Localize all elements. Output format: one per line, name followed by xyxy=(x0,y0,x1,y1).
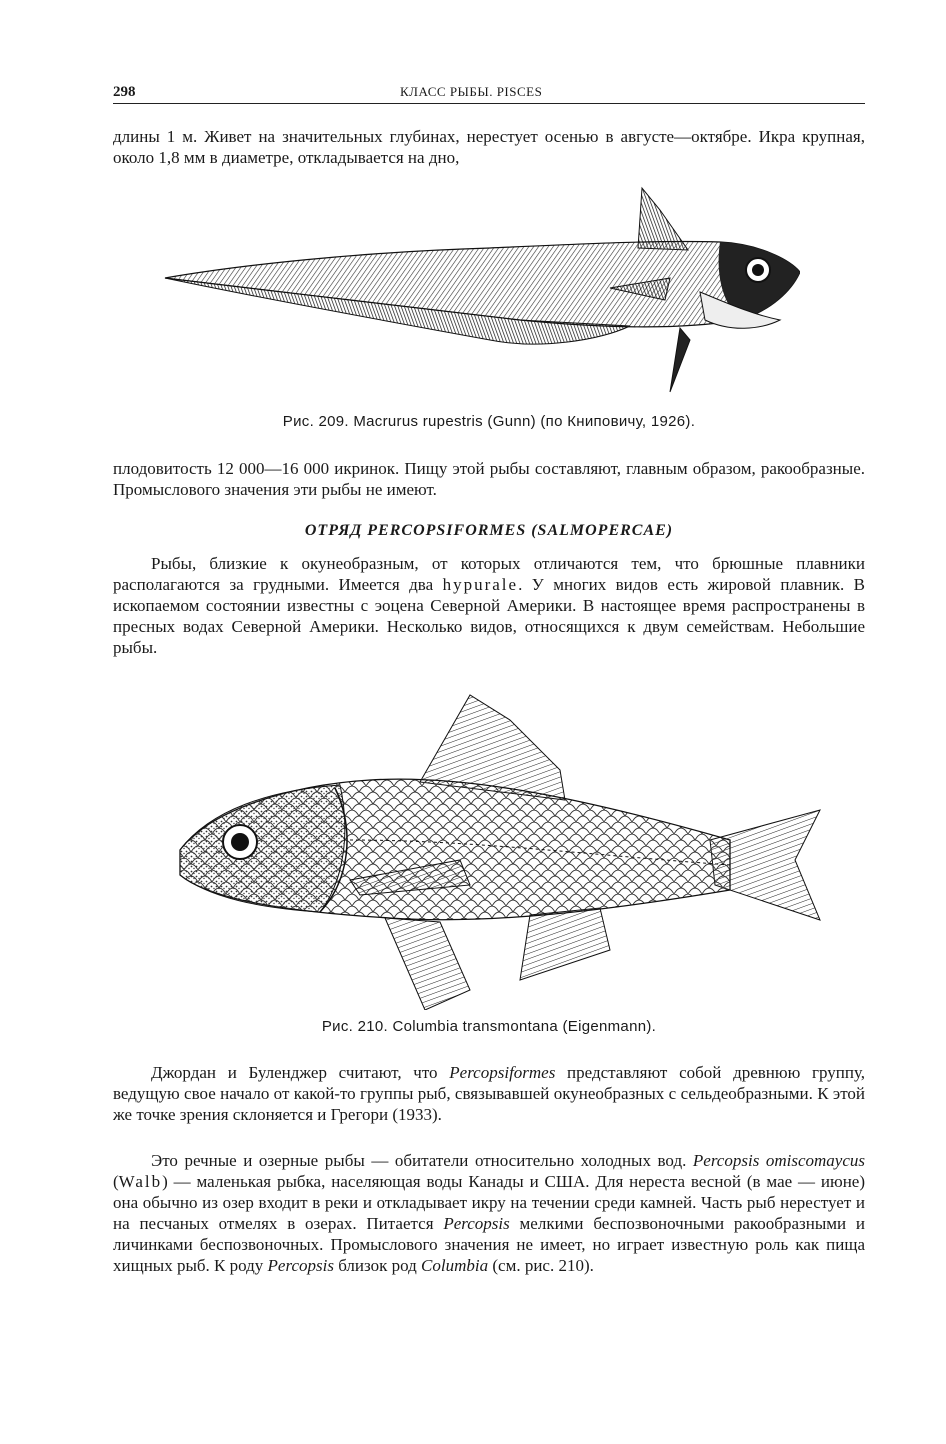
order-heading: ОТРЯД PERCOPSIFORMES (SALMOPERCAE) xyxy=(304,522,674,539)
figure-209-caption: Рис. 209. Macrurus rupestris (Gunn) (по Книповичу, 1926). xyxy=(282,413,696,430)
anal-fin xyxy=(520,908,610,980)
header-rule xyxy=(113,103,865,104)
pelvic-fin xyxy=(385,918,470,1010)
paragraph-2: плодовитость 12 000—16 000 икринок. Пищу этой рыбы составляют, главным образом, ракообразные. Промыслового значения эти рыбы не имеют. xyxy=(113,459,865,499)
fish-head xyxy=(180,785,345,912)
paragraph-3: Рыбы, близкие к окунеобразным, от которых отличаются тем, что брюшные плавники располагаются за грудными. Имеется два hypurale. У многих видов есть жировой плавник. В ископаемом состоянии известны с эоцена Северной Америки. В настоящее время распространены в пресных водах Северной Америки. Несколько видов, относящихся к двум семействам. Небольшие рыбы. xyxy=(113,554,865,657)
paragraph-1: длины 1 м. Живет на значительных глубинах, нерестует осенью в августе—октябре. Икра крупная, около 1,8 мм в диаметре, откладывается на дно, xyxy=(113,127,865,167)
term-hypurale: hypurale xyxy=(442,575,519,594)
pelvic-fin xyxy=(670,328,690,392)
dorsal-fin xyxy=(638,188,688,250)
running-title: КЛАСС РЫБЫ. PISCES xyxy=(400,84,543,99)
page-number: 298 xyxy=(113,84,136,100)
figure-210-caption: Рис. 210. Columbia transmontana (Eigenmann). xyxy=(321,1018,657,1035)
paragraph-4: Джордан и Буленджер считают, что Percopsiformes представляют собой древнюю группу, ведущую свое начало от какой-то группы рыб, связывавшей окунеобразных с сельдеобразными. К этой же точке зрения склоняется и Грегори (1933). xyxy=(113,1063,866,1124)
figure-209-macrurus xyxy=(160,180,800,400)
paragraph-5: Это речные и озерные рыбы — обитатели относительно холодных вод. Percopsis omiscomaycus (Walb) — маленькая рыбка, населяющая воды Канады и США. Для нереста весной (в мае — июне) она обычно из озер входит в реки и откладывает икру на течении среди камней. Часть рыб нерестует и на песчаных отмелях в озерах. Питается Percopsis мелкими беспозвоночными ракообразными и личинками беспозвоночных. Промыслового значения не имеет, но играет известную роль как пища хищных рыб. К роду Percopsis близок род Columbia (см. рис. 210). xyxy=(113,1151,865,1275)
figure-210-columbia xyxy=(170,690,830,1010)
